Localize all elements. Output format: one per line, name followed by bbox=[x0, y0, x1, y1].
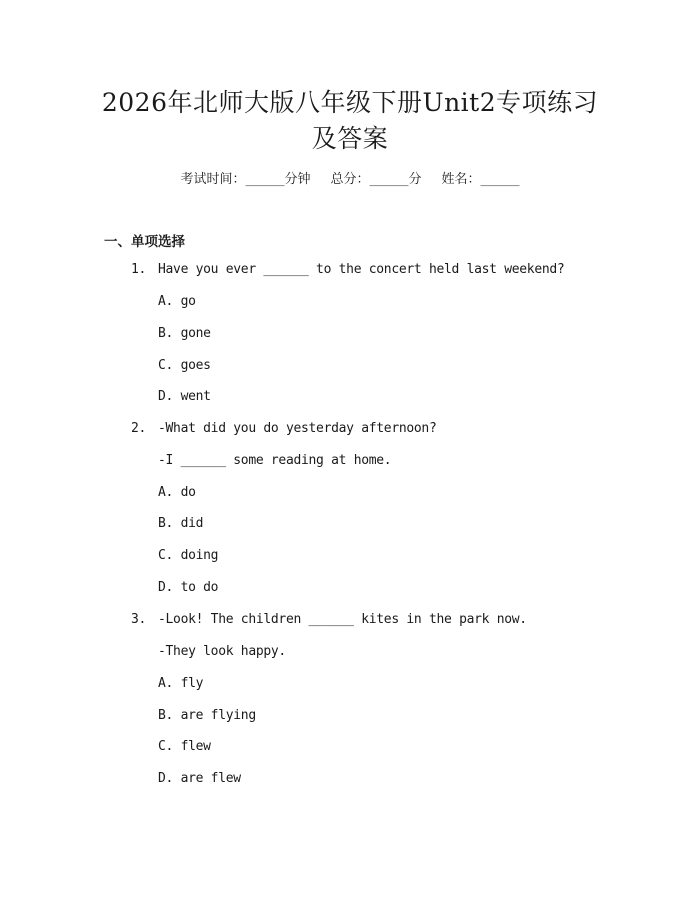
answer-option: D. went bbox=[158, 389, 211, 404]
student-name-field: 姓名：______ bbox=[441, 172, 520, 187]
question-stem: -What did you do yesterday afternoon? bbox=[158, 421, 437, 436]
question-number: 3. bbox=[131, 612, 147, 627]
answer-option: A. go bbox=[158, 294, 196, 309]
answer-option: D. are flew bbox=[158, 771, 241, 786]
question-stem: -Look! The children ______ kites in the park now. bbox=[158, 612, 527, 627]
question-stem-line: -I ______ some reading at home. bbox=[158, 453, 392, 468]
section-heading: 一、单项选择 bbox=[104, 234, 185, 250]
exam-time-field: 考试时间：______分钟 bbox=[180, 172, 311, 187]
answer-option: B. gone bbox=[158, 326, 211, 341]
answer-option: C. doing bbox=[158, 548, 219, 563]
answer-option: B. did bbox=[158, 516, 204, 531]
question-number: 2. bbox=[131, 421, 147, 436]
answer-option: D. to do bbox=[158, 580, 219, 595]
total-score-field: 总分：______分 bbox=[330, 172, 422, 187]
question-stem-line: -They look happy. bbox=[158, 644, 286, 659]
answer-option: A. do bbox=[158, 485, 196, 500]
answer-option: B. are flying bbox=[158, 708, 256, 723]
exam-info-row bbox=[0, 168, 700, 187]
answer-option: C. flew bbox=[158, 739, 211, 754]
answer-option: C. goes bbox=[158, 358, 211, 373]
document-title-line-2: 及答案 bbox=[311, 124, 389, 153]
document-title-line-1: 2026年北师大版八年级下册Unit2专项练习 bbox=[101, 88, 599, 117]
question-number: 1. bbox=[131, 262, 147, 277]
answer-option: A. fly bbox=[158, 676, 204, 691]
question-stem: Have you ever ______ to the concert held last weekend? bbox=[158, 262, 565, 277]
